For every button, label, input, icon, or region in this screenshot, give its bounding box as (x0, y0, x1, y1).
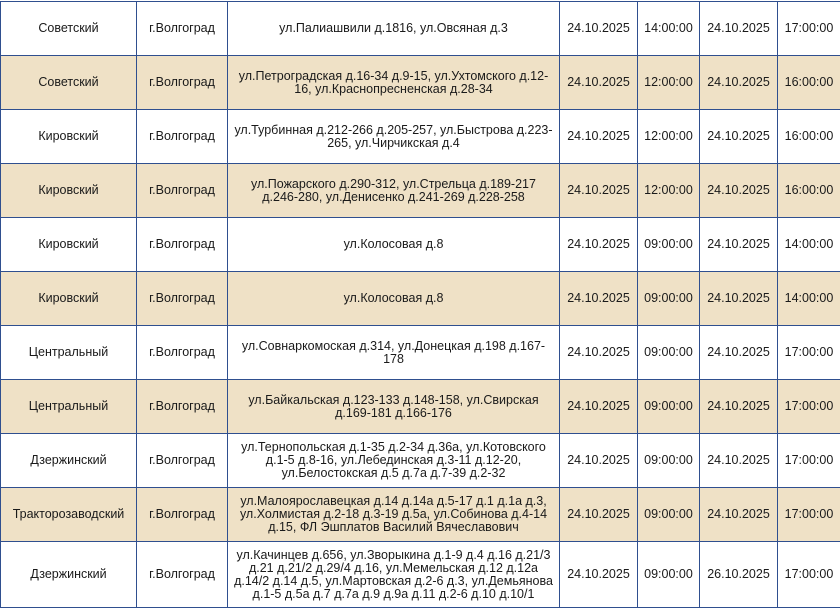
table-row (1, 542, 840, 608)
end-date-cell: 24.10.2025 (700, 164, 778, 218)
table-row (1, 164, 840, 218)
address-cell: ул.Тернопольская д.1-35 д.2-34 д.36а, ул.Котовского д.1-5 д.8-16, ул.Лебединская д.3-11 д.12-20, ул.Белостокская д.5 д.7а д.7-39 д.2-32 (228, 434, 560, 488)
address-cell: ул.Турбинная д.212-266 д.205-257, ул.Быстрова д.223-265, ул.Чирчикская д.4 (228, 110, 560, 164)
end-date-cell: 24.10.2025 (700, 488, 778, 542)
start-time-cell: 09:00:00 (638, 272, 700, 326)
table-row (1, 326, 840, 380)
end-time-cell: 16:00:00 (778, 56, 840, 110)
city-cell: г.Волгоград (137, 326, 228, 380)
start-date-cell: 24.10.2025 (560, 110, 638, 164)
address-cell: ул.Совнаркомоская д.314, ул.Донецкая д.198 д.167-178 (228, 326, 560, 380)
start-date-cell: 24.10.2025 (560, 488, 638, 542)
table-row (1, 434, 840, 488)
district-cell: Дзержинский (1, 434, 137, 488)
start-time-cell: 09:00:00 (638, 434, 700, 488)
end-date-cell: 24.10.2025 (700, 2, 778, 56)
start-date-cell: 24.10.2025 (560, 326, 638, 380)
end-time-cell: 17:00:00 (778, 326, 840, 380)
start-date-cell: 24.10.2025 (560, 434, 638, 488)
end-time-cell: 16:00:00 (778, 110, 840, 164)
start-time-cell: 12:00:00 (638, 56, 700, 110)
district-cell: Советский (1, 56, 137, 110)
outage-schedule-table (0, 1, 840, 608)
address-cell: ул.Колосовая д.8 (228, 218, 560, 272)
district-cell: Кировский (1, 272, 137, 326)
address-cell: ул.Пожарского д.290-312, ул.Стрельца д.189-217 д.246-280, ул.Денисенко д.241-269 д.228-258 (228, 164, 560, 218)
city-cell: г.Волгоград (137, 56, 228, 110)
start-time-cell: 14:00:00 (638, 2, 700, 56)
district-cell: Дзержинский (1, 542, 137, 608)
city-cell: г.Волгоград (137, 2, 228, 56)
start-time-cell: 12:00:00 (638, 110, 700, 164)
table-row (1, 218, 840, 272)
end-date-cell: 24.10.2025 (700, 110, 778, 164)
start-date-cell: 24.10.2025 (560, 56, 638, 110)
start-time-cell: 09:00:00 (638, 326, 700, 380)
end-date-cell: 24.10.2025 (700, 380, 778, 434)
end-date-cell: 24.10.2025 (700, 326, 778, 380)
table-row (1, 56, 840, 110)
start-time-cell: 09:00:00 (638, 218, 700, 272)
city-cell: г.Волгоград (137, 380, 228, 434)
table-row (1, 272, 840, 326)
start-time-cell: 09:00:00 (638, 488, 700, 542)
end-time-cell: 17:00:00 (778, 434, 840, 488)
district-cell: Центральный (1, 380, 137, 434)
end-time-cell: 16:00:00 (778, 164, 840, 218)
table-row (1, 380, 840, 434)
start-time-cell: 09:00:00 (638, 542, 700, 608)
start-date-cell: 24.10.2025 (560, 380, 638, 434)
address-cell: ул.Колосовая д.8 (228, 272, 560, 326)
end-time-cell: 17:00:00 (778, 2, 840, 56)
city-cell: г.Волгоград (137, 434, 228, 488)
end-time-cell: 17:00:00 (778, 542, 840, 608)
end-time-cell: 14:00:00 (778, 272, 840, 326)
district-cell: Тракторозаводский (1, 488, 137, 542)
end-date-cell: 24.10.2025 (700, 218, 778, 272)
district-cell: Кировский (1, 164, 137, 218)
city-cell: г.Волгоград (137, 110, 228, 164)
start-date-cell: 24.10.2025 (560, 164, 638, 218)
table-row (1, 110, 840, 164)
city-cell: г.Волгоград (137, 218, 228, 272)
district-cell: Кировский (1, 110, 137, 164)
address-cell: ул.Байкальская д.123-133 д.148-158, ул.Свирская д.169-181 д.166-176 (228, 380, 560, 434)
end-time-cell: 17:00:00 (778, 380, 840, 434)
start-date-cell: 24.10.2025 (560, 218, 638, 272)
end-date-cell: 24.10.2025 (700, 56, 778, 110)
city-cell: г.Волгоград (137, 272, 228, 326)
end-time-cell: 17:00:00 (778, 488, 840, 542)
address-cell: ул.Качинцев д.656, ул.Зворыкина д.1-9 д.4 д.16 д.21/3 д.21 д.21/2 д.29/4 д.16, ул.Мемельская д.12 д.12а д.14/2 д.14 д.5, ул.Мартовская д.2-6 д.3, ул.Демьянова д.1-5 д.5а д.7 д.7а д.9 д.9а д.11 д.2-6 д.10 д.10/1 (228, 542, 560, 608)
district-cell: Центральный (1, 326, 137, 380)
table-row (1, 2, 840, 56)
city-cell: г.Волгоград (137, 542, 228, 608)
start-time-cell: 12:00:00 (638, 164, 700, 218)
end-date-cell: 26.10.2025 (700, 542, 778, 608)
table-row (1, 488, 840, 542)
address-cell: ул.Палиашвили д.1816, ул.Овсяная д.3 (228, 2, 560, 56)
address-cell: ул.Малоярославецкая д.14 д.14а д.5-17 д.1 д.1а д.3, ул.Холмистая д.2-18 д.3-19 д.5а, ул.Собинова д.4-14 д.15, ФЛ Эшплатов Василий Вячеславович (228, 488, 560, 542)
start-date-cell: 24.10.2025 (560, 542, 638, 608)
start-time-cell: 09:00:00 (638, 380, 700, 434)
address-cell: ул.Петроградская д.16-34 д.9-15, ул.Ухтомского д.12-16, ул.Краснопресненская д.28-34 (228, 56, 560, 110)
city-cell: г.Волгоград (137, 488, 228, 542)
district-cell: Кировский (1, 218, 137, 272)
start-date-cell: 24.10.2025 (560, 2, 638, 56)
end-date-cell: 24.10.2025 (700, 272, 778, 326)
end-date-cell: 24.10.2025 (700, 434, 778, 488)
district-cell: Советский (1, 2, 137, 56)
end-time-cell: 14:00:00 (778, 218, 840, 272)
start-date-cell: 24.10.2025 (560, 272, 638, 326)
city-cell: г.Волгоград (137, 164, 228, 218)
